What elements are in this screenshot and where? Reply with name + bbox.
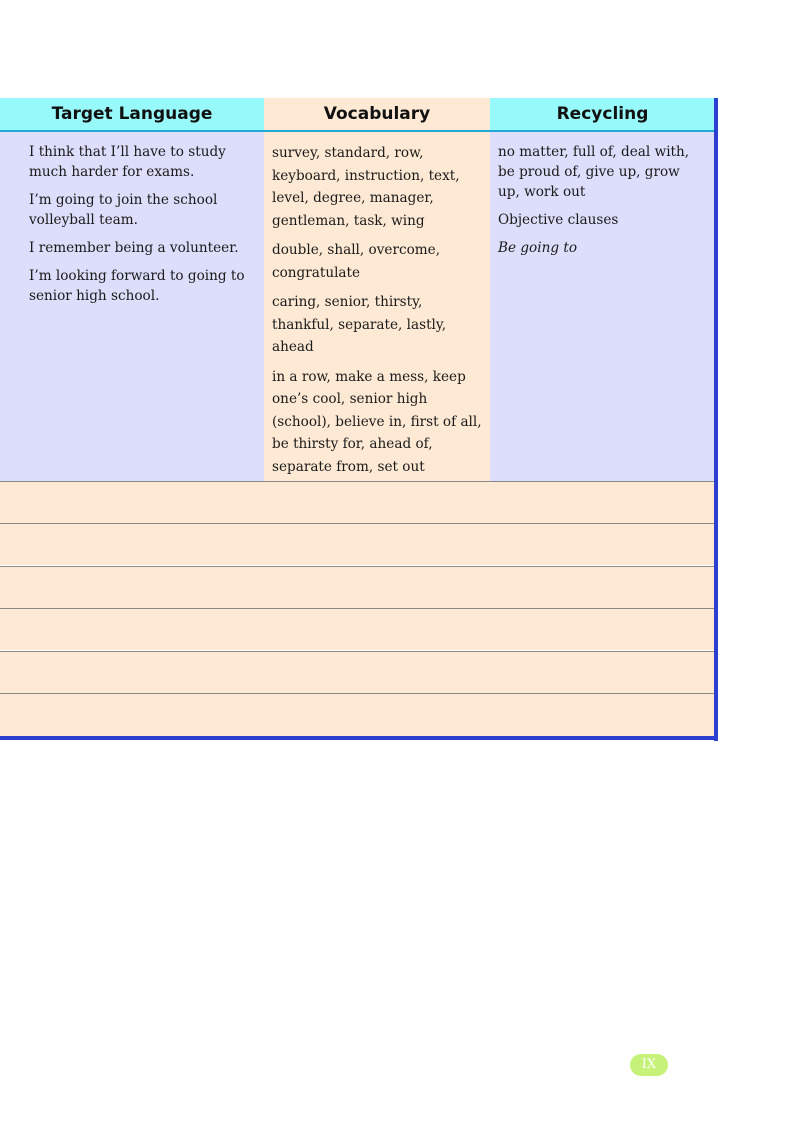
empty-table-row [0, 693, 715, 736]
target-language-item: I remember being a volunteer. [29, 240, 239, 256]
header-recycling: Recycling [490, 98, 715, 132]
vocabulary-item: survey, standard, row, keyboard, instruction, text, level, degree, manager, gentleman, task, wing [272, 145, 460, 229]
vocabulary-cell [264, 132, 490, 481]
empty-table-row [0, 566, 715, 608]
recycling-cell [490, 132, 715, 481]
empty-table-row [0, 523, 715, 565]
empty-table-row [0, 608, 715, 650]
page-number-badge: IX [630, 1054, 668, 1076]
header-target-language: Target Language [0, 98, 264, 132]
empty-table-row [0, 481, 715, 523]
recycling-item: Be going to [498, 240, 578, 256]
empty-table-row [0, 651, 715, 693]
table-header-row [0, 98, 715, 132]
recycling-item: no matter, full of, deal with, be proud of, give up, grow up, work out [498, 144, 690, 200]
target-language-cell [0, 132, 264, 481]
recycling-item: Objective clauses [498, 212, 619, 228]
syllabus-table [0, 98, 719, 741]
table-content-row [0, 132, 715, 481]
table-border-bottom [0, 736, 718, 740]
table-border-right [714, 98, 718, 741]
vocabulary-item: double, shall, overcome, congratulate [272, 242, 441, 281]
target-language-item: I think that I’ll have to study much harder for exams. [29, 144, 226, 180]
vocabulary-item: caring, senior, thirsty, thankful, separate, lastly, ahead [272, 294, 447, 355]
target-language-item: I’m looking forward to going to senior high school. [29, 268, 245, 304]
target-language-item: I’m going to join the school volleyball team. [29, 192, 218, 228]
header-vocabulary: Vocabulary [264, 98, 490, 132]
vocabulary-item: in a row, make a mess, keep one’s cool, senior high (school), believe in, first of all, be thirsty for, ahead of, separate from, set out [272, 368, 482, 475]
